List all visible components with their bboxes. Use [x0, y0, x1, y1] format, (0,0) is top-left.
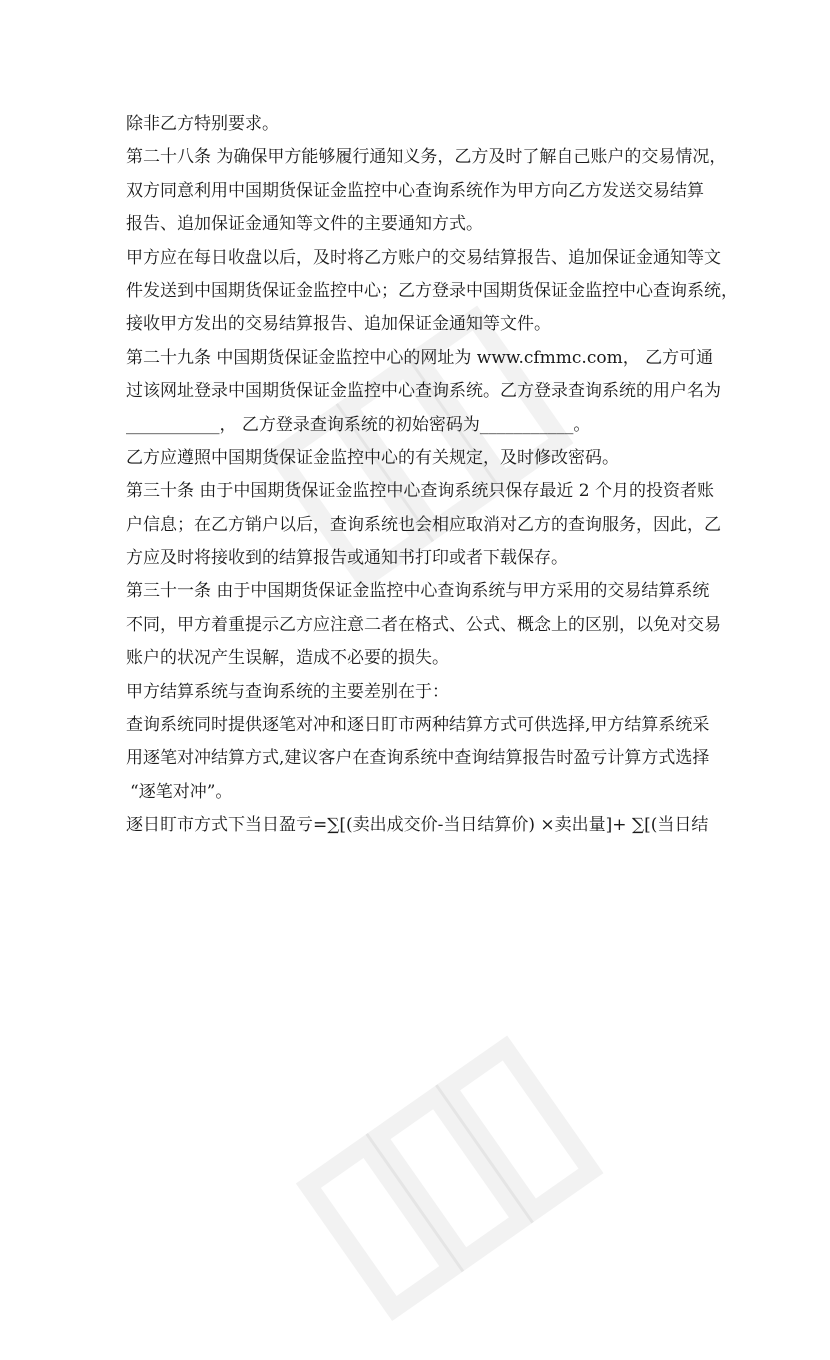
text-line: 过该网址登录中国期货保证金监控中心查询系统。乙方登录查询系统的用户名为: [126, 381, 721, 402]
text-line: 第二十八条 为确保甲方能够履行通知义务，乙方及时了解自己账户的交易情况，: [126, 147, 727, 168]
text-line: 用逐笔对冲结算方式,建议客户在查询系统中查询结算报告时盈亏计算方式选择: [126, 748, 710, 769]
contract-text: [126, 108, 738, 843]
text-line: 报告、追加保证金通知等文件的主要通知方式。: [126, 214, 483, 235]
text-line: “逐笔对冲”。: [130, 781, 233, 802]
text-line: 双方同意利用中国期货保证金监控中心查询系统作为甲方向乙方发送交易结算: [126, 180, 704, 201]
text-line: 接收甲方发出的交易结算报告、追加保证金通知等文件。: [126, 314, 551, 335]
text-line: 户信息；在乙方销户以后，查询系统也会相应取消对乙方的查询服务，因此，乙: [126, 514, 721, 535]
text-line: 除非乙方特别要求。: [126, 114, 279, 134]
text-line: ___________， 乙方登录查询系统的初始密码为___________。: [126, 414, 591, 435]
text-line: 甲方结算系统与查询系统的主要差别在于：: [126, 681, 449, 702]
watermark-logo: [289, 1026, 632, 1360]
text-line: 第三十一条 由于中国期货保证金监控中心查询系统与甲方采用的交易结算系统: [126, 581, 710, 602]
text-line: 甲方应在每日收盘以后，及时将乙方账户的交易结算报告、追加保证金通知等文: [126, 247, 721, 268]
text-line: 第二十九条 中国期货保证金监控中心的网址为 www.cfmmc.com， 乙方可通: [126, 347, 714, 368]
text-line: 查询系统同时提供逐笔对冲和逐日盯市两种结算方式可供选择,甲方结算系统采: [126, 715, 710, 736]
text-line: 方应及时将接收到的结算报告或通知书打印或者下载保存。: [126, 548, 568, 569]
text-line: 第三十条 由于中国期货保证金监控中心查询系统只保存最近 2 个月的投资者账: [126, 481, 715, 502]
text-line: 件发送到中国期货保证金监控中心；乙方登录中国期货保证金监控中心查询系统，: [126, 280, 738, 301]
text-line: 账户的状况产生误解，造成不必要的损失。: [126, 648, 449, 669]
text-line: 逐日盯市方式下当日盈亏=∑[(卖出成交价-当日结算价) ×卖出量]+ ∑[(当日结: [126, 815, 709, 836]
text-line: 乙方应遵照中国期货保证金监控中心的有关规定，及时修改密码。: [126, 447, 619, 468]
text-line: 不同，甲方着重提示乙方应注意二者在格式、公式、概念上的区别，以免对交易: [126, 614, 721, 635]
